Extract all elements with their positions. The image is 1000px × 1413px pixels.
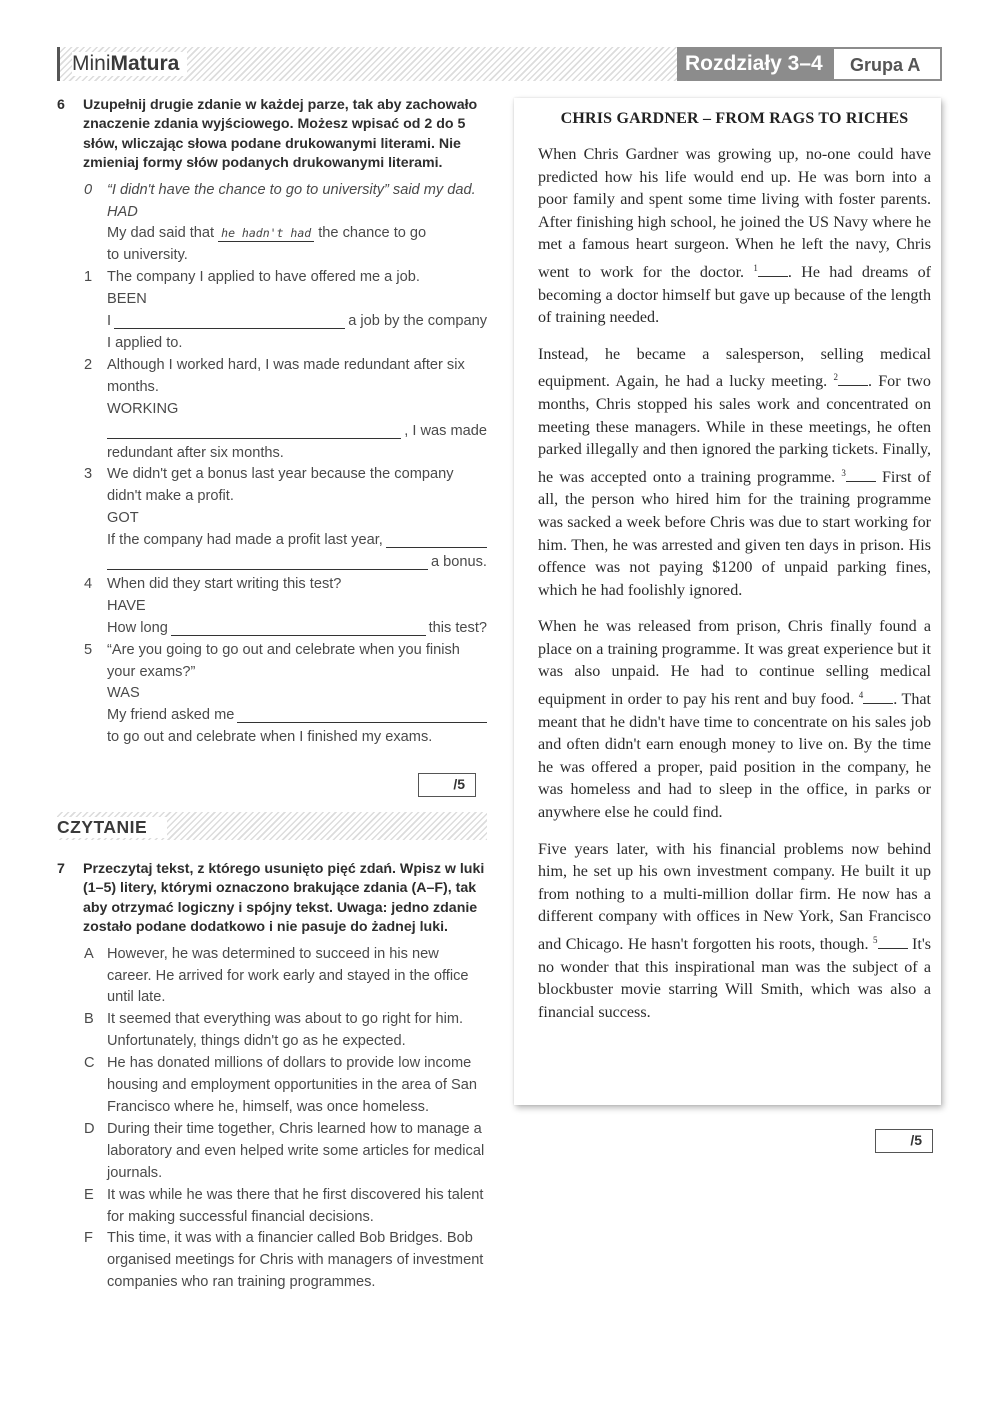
option-e: E It was while he was there that he first discovered his talent for making successful financial decisions. <box>84 1186 484 1225</box>
answer-blank[interactable] <box>107 555 428 570</box>
section-title: CZYTANIE <box>57 817 167 838</box>
article-title: CHRIS GARDNER – FROM RAGS TO RICHES <box>560 110 909 127</box>
task-7-score-box[interactable]: /5 <box>875 1129 933 1153</box>
reading-article <box>514 98 941 1105</box>
example-item: 0 “I didn't have the chance to go to university” said my dad. HAD My dad said that he hadn't had the chance to go to university. <box>57 180 487 268</box>
question-item: 1 The company I applied to have offered me a job. BEEN I a job by the company I applied to. <box>84 269 487 351</box>
option-d: D During their time together, Chris learned how to manage a laboratory and even helped write some articles for medical journals. <box>84 1120 485 1181</box>
option-b: B It seemed that everything was about to go right for him. Unfortunately, things didn't go as he expected. <box>84 1011 464 1050</box>
keyword: GOT <box>107 510 139 527</box>
keyword: BEEN <box>107 291 147 308</box>
option-c: C He has donated millions of dollars to provide low income housing and employment opportunities in the area of San Francisco where he, himself, was once homeless. <box>84 1055 477 1115</box>
answer-blank[interactable] <box>237 708 487 723</box>
task-7-instruction: 7 Przeczytaj tekst, z którego usunięto pięć zdań. Wpisz w luki (1–5) litery, którymi oznaczono brakujące zdania (A–F), tak aby otrzymać logiczny i spójny tekst. Uwaga: jedno zdanie zostało podane dodatkowo i nie pasuje do żadnej luki. <box>57 861 485 936</box>
gap-2[interactable] <box>838 372 868 386</box>
section-header <box>57 812 487 840</box>
question-item: 2 Although I worked hard, I was made redundant after six months. WORKING , I was made redundant after six months. <box>84 356 487 461</box>
brand-logo: MiniMatura <box>72 52 187 76</box>
option-a: A However, he was determined to succeed in his new career. He arrived for work early and stayed in the office until late. <box>84 945 469 1006</box>
keyword: HAD <box>107 203 138 220</box>
task-6-score-box[interactable]: /5 <box>418 773 476 797</box>
group-label: Grupa A <box>832 47 942 81</box>
task-6 <box>57 96 487 749</box>
answer-blank[interactable] <box>171 621 426 636</box>
page-header <box>57 47 942 81</box>
brand-bar <box>57 47 677 81</box>
task-7 <box>57 860 487 1294</box>
question-item: 5 “Are you going to go out and celebrate when you finish your exams?” WAS My friend asked me to go out and celebrate when I finished my exams. <box>57 640 487 750</box>
keyword: WAS <box>107 685 140 702</box>
article-paragraph: Five years later, with his financial problems now behind him, he set up his own investment company. He built it up from nothing to a multi-million dollar firm. He now has a different company with offices in New York, San Francisco and Chicago. He hasn't forgotten his roots, though. $^5$ It's no wonder that this inspirational man was the subject of a blockbuster movie starring Will Smith, which was also a financial success. <box>538 840 932 1021</box>
article-paragraph: When Chris Gardner was growing up, no-one could have predicted how his life would end up. He was born into a poor family and spent some time living with foster parents. After finishing high school, he joined the US Navy where he met a famous heart surgeon. When he left the navy, Chris went to work for the doctor. $^1$ . He had dreams of becoming a doctor himself but gave up because of the length of training needed. <box>538 146 932 327</box>
answer-blank[interactable] <box>114 314 345 329</box>
answer-blank[interactable] <box>107 424 401 439</box>
gap-1[interactable] <box>758 263 788 277</box>
example-answer: he hadn't had <box>218 226 314 242</box>
answer-blank[interactable] <box>386 533 487 548</box>
task-number: 6 <box>57 97 65 113</box>
option-f: F This time, it was with a financier called Bob Bridges. Bob organised meetings for Chris with managers of investment companies who ran training programmes. <box>84 1230 484 1291</box>
gap-4[interactable] <box>863 690 893 704</box>
keyword: HAVE <box>107 597 146 614</box>
article-paragraph: When he was released from prison, Chris finally found a place on a training programme. It was great experience but it was also unpaid. He had to continue selling medical equipment in order to pay his rent and buy food. $^4$ . That meant that he didn't have time to concentrate on his sales job and often didn't earn enough money to live on. By the time he was offered a proper, paid position in the company, he was homeless and had to sleep in the office, in parks or anywhere else he could find. <box>538 618 932 822</box>
question-item: 4 When did they start writing this test? HAVE How long this test? <box>84 575 487 636</box>
task-6-instruction: 6 Uzupełnij drugie zdanie w każdej parze, tak aby zachowało znaczenie zdania wyjściowego. Możesz wpisać od 2 do 5 słów, wliczając słowa podane drukowanymi literami. Nie zmieniaj formy słów podanych drukowanymi literami. <box>57 97 478 172</box>
task-number: 7 <box>57 861 65 877</box>
article-paragraph: Instead, he became a salesperson, selling medical equipment. Again, he had a lucky meeting. $^2$ . For two months, Chris stopped his sales work and concentrated on meeting these managers. While in these meetings, he often parked illegally and then ignored the parking tickets. Finally, he was accepted onto a training programme. $^3$ First of all, the person who hired him for the training programme was sacked a week before Chris was due to start working for him. Then, he was arrested and given ten days in prison. His offence was not paying $1200 of unpaid parking fines, which he had foolishly ignored. <box>538 345 931 599</box>
gap-5[interactable] <box>878 935 908 949</box>
gap-3[interactable] <box>846 468 876 482</box>
question-item: 3 We didn't get a bonus last year because the company didn't make a profit. GOT If the company had made a profit last year, a bonus. <box>84 466 487 571</box>
chapter-label: Rozdziały 3–4 <box>677 47 832 81</box>
keyword: WORKING <box>107 400 179 417</box>
